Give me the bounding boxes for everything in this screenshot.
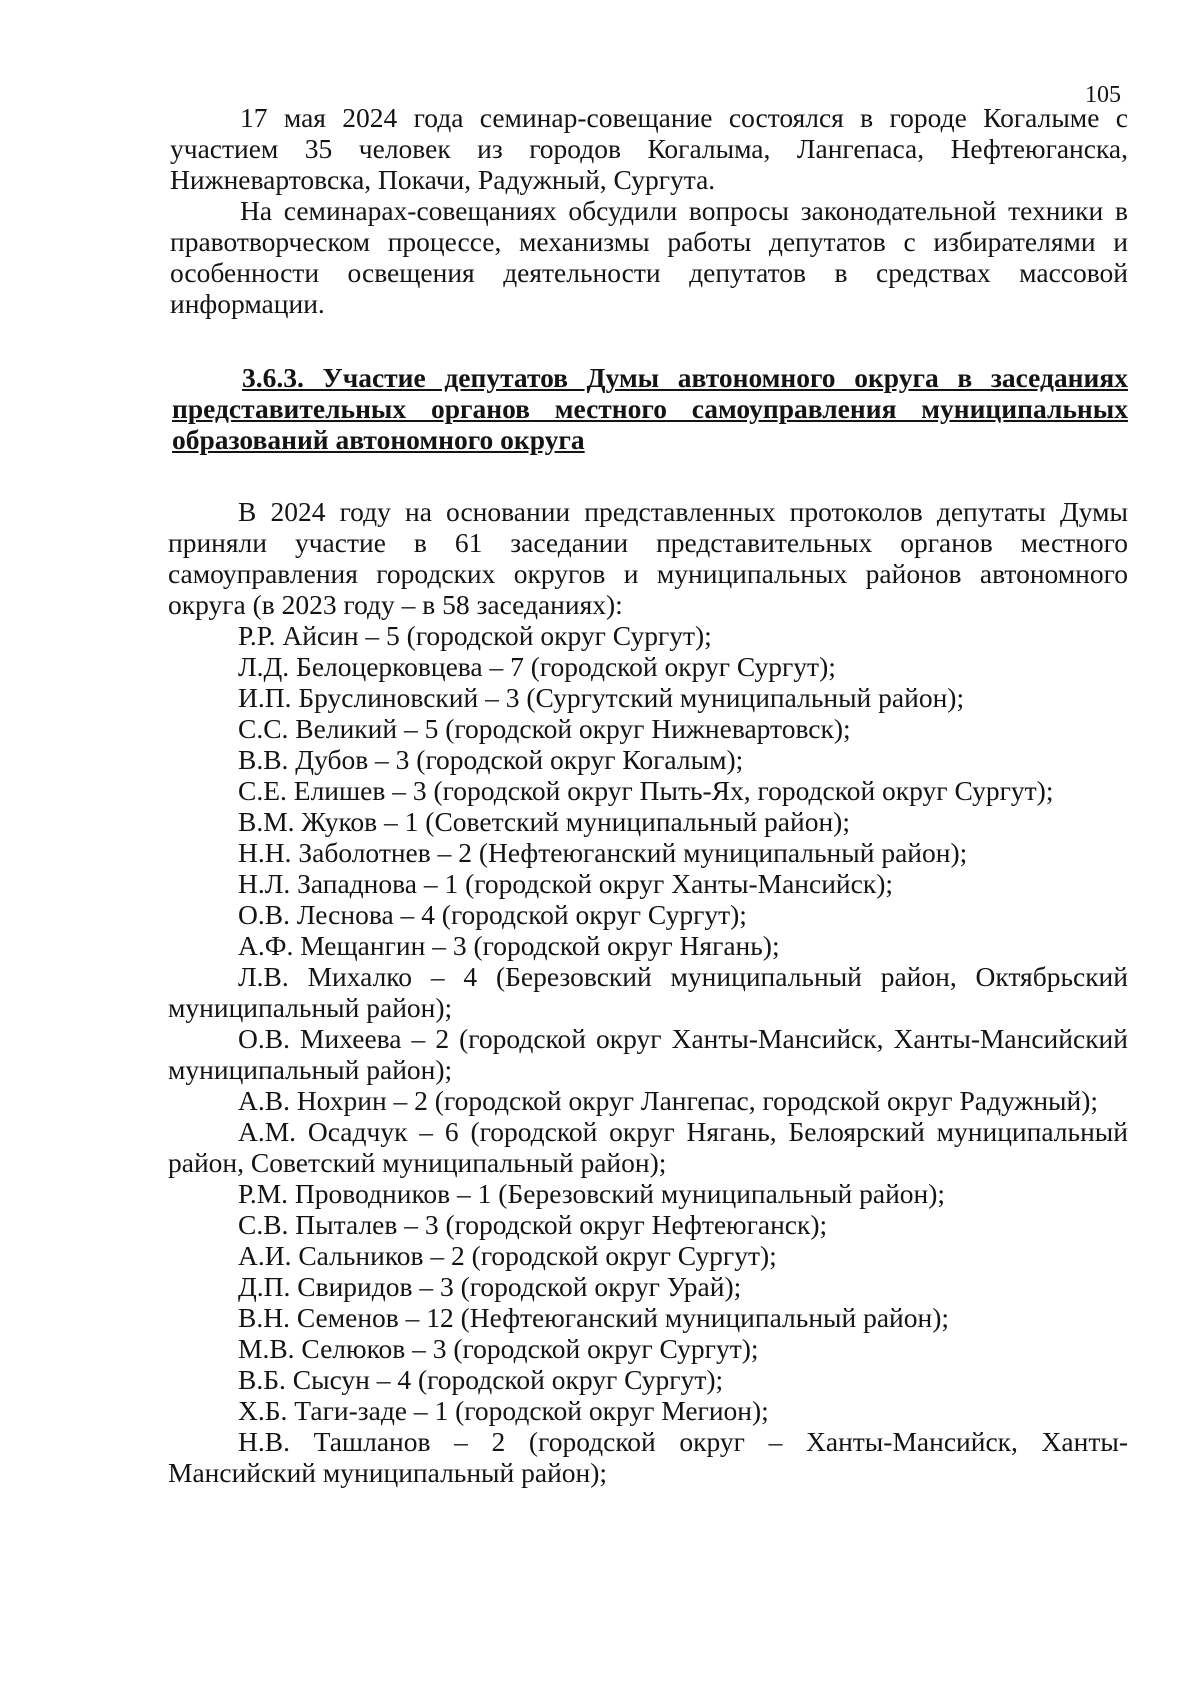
list-item: Д.П. Свиридов – 3 (городской округ Урай);	[238, 1271, 742, 1302]
list-item: Р.М. Проводников – 1 (Березовский муниципальный район);	[238, 1178, 946, 1209]
list-item: В.В. Дубов – 3 (городской округ Когалым);	[238, 744, 744, 775]
list-item: М.В. Селюков – 3 (городской округ Сургут);	[238, 1333, 759, 1364]
list-item: И.П. Бруслиновский – 3 (Сургутский муниципальный район);	[238, 682, 965, 713]
list-item: С.В. Пыталев – 3 (городской округ Нефтеюганск);	[238, 1209, 828, 1240]
list-item: В.М. Жуков – 1 (Советский муниципальный район);	[238, 806, 850, 837]
list-item: А.М. Осадчук – 6 (городской округ Нягань, Белоярский муниципальный район, Советский муниципальный район);	[168, 1116, 1128, 1178]
list-item: С.Е. Елишев – 3 (городской округ Пыть-Ях, городской округ Сургут);	[238, 775, 1054, 806]
list-item: А.В. Нохрин – 2 (городской округ Лангепас, городской округ Радужный);	[238, 1085, 1099, 1116]
list-item: А.И. Сальников – 2 (городской округ Сургут);	[238, 1240, 777, 1271]
list-item: А.Ф. Мещангин – 3 (городской округ Нягань);	[238, 930, 780, 961]
section-intro-paragraph: В 2024 году на основании представленных протоколов депутаты Думы приняли участие в 61 заседании представительных органов местного самоуправления городских округов и муниципальных районов автономного округа (в 2023 году – в 58 заседаниях):	[168, 496, 1128, 620]
page-number: 105	[1085, 82, 1121, 108]
participation-section	[168, 496, 1128, 1488]
list-item: Н.Л. Западнова – 1 (городской округ Ханты-Мансийск);	[238, 868, 894, 899]
list-item: Р.Р. Айсин – 5 (городской округ Сургут);	[238, 620, 712, 651]
list-item: В.Б. Сысун – 4 (городской округ Сургут);	[238, 1364, 724, 1395]
list-item: Х.Б. Таги-заде – 1 (городской округ Мегион);	[238, 1395, 769, 1426]
section-heading: 3.6.3. Участие депутатов Думы автономного округа в заседаниях представительных органов местного самоуправления муниципальных образований автономного округа	[172, 362, 1128, 455]
list-item: Н.Н. Заболотнев – 2 (Нефтеюганский муниципальный район);	[238, 837, 968, 868]
list-item: Н.В. Ташланов – 2 (городской округ – Ханты-Мансийск, Ханты-Мансийский муниципальный район);	[168, 1426, 1128, 1488]
list-item: С.С. Великий – 5 (городской округ Нижневартовск);	[238, 713, 851, 744]
list-item: О.В. Леснова – 4 (городской округ Сургут);	[238, 899, 747, 930]
intro-text	[170, 102, 1128, 319]
list-item: Л.В. Михалко – 4 (Березовский муниципальный район, Октябрьский муниципальный район);	[168, 961, 1128, 1023]
paragraph: На семинарах-совещаниях обсудили вопросы законодательной техники в правотворческом процессе, механизмы работы депутатов с избирателями и особенности освещения деятельности депутатов в средствах массовой информации.	[170, 195, 1128, 319]
paragraph: 17 мая 2024 года семинар-совещание состоялся в городе Когалыме с участием 35 человек из городов Когалыма, Лангепаса, Нефтеюганска, Нижневартовска, Покачи, Радужный, Сургута.	[170, 102, 1128, 195]
list-item: О.В. Михеева – 2 (городской округ Ханты-Мансийск, Ханты-Мансийский муниципальный район);	[168, 1023, 1128, 1085]
list-item: В.Н. Семенов – 12 (Нефтеюганский муниципальный район);	[238, 1302, 950, 1333]
list-item: Л.Д. Белоцерковцева – 7 (городской округ Сургут);	[238, 651, 836, 682]
